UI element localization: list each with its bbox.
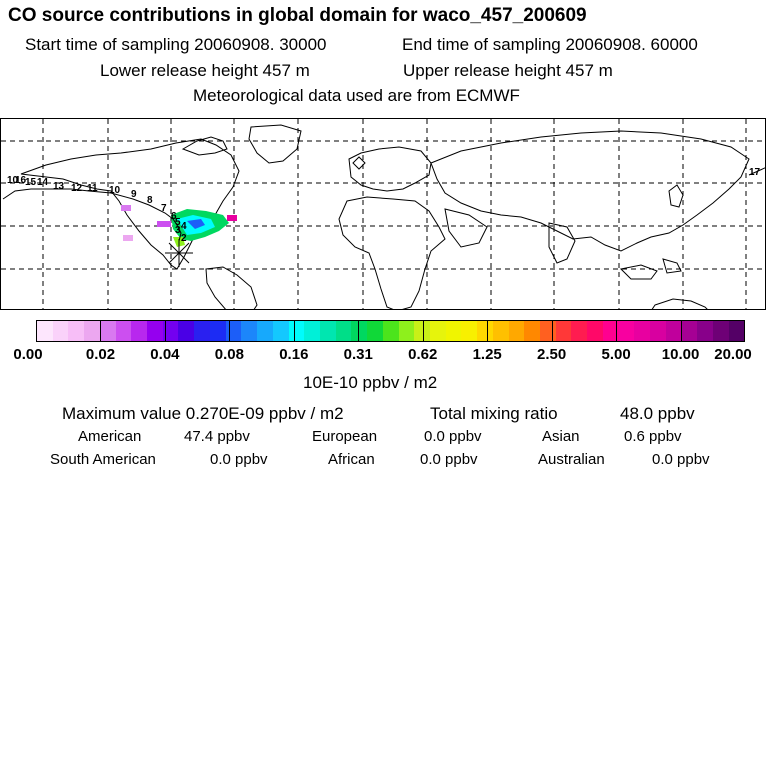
release-point-marker	[165, 239, 193, 267]
traj-label: 4	[181, 221, 187, 232]
colorbar-tick-label: 0.62	[408, 346, 438, 363]
traj-label: 2	[181, 233, 187, 244]
plume-north	[121, 205, 131, 211]
colorbar-tick-label: 0.16	[279, 346, 309, 363]
colorbar-segment	[84, 321, 100, 341]
end-time: End time of sampling 20060908. 60000	[402, 35, 698, 54]
colorbar-segment	[194, 321, 210, 341]
region-value: 0.0 ppbv	[424, 428, 482, 445]
traj-label: 3	[175, 225, 181, 236]
colorbar-divider	[552, 320, 553, 342]
colorbar-segment	[446, 321, 462, 341]
colorbar-segment	[477, 321, 493, 341]
colorbar-segment	[320, 321, 336, 341]
colorbar-segment	[540, 321, 556, 341]
colorbar-segment	[273, 321, 289, 341]
traj-label: 14	[37, 177, 49, 188]
colorbar-tick-label: 0.00	[13, 346, 43, 363]
region-name: African	[328, 451, 375, 468]
colorbar-segment	[509, 321, 525, 341]
traj-label: 6	[171, 211, 177, 222]
colorbar-segment	[257, 321, 273, 341]
colorbar	[36, 320, 745, 342]
colorbar-segment	[430, 321, 446, 341]
start-time: Start time of sampling 20060908. 30000	[25, 35, 327, 54]
coastlines	[21, 125, 749, 310]
traj-label: 12	[71, 183, 83, 194]
colorbar-segment	[571, 321, 587, 341]
traj-label: 7	[161, 203, 167, 214]
colorbar-tick-label: 0.02	[85, 346, 116, 363]
colorbar-tick-label: 0.04	[150, 346, 180, 363]
colorbar-segment	[178, 321, 194, 341]
colorbar-segment	[697, 321, 713, 341]
lower-release-height: Lower release height 457 m	[100, 61, 310, 80]
colorbar-segment	[383, 321, 399, 341]
colorbar-segment	[131, 321, 147, 341]
colorbar-divider	[616, 320, 617, 342]
traj-label: 16	[15, 175, 27, 186]
plot-title: CO source contributions in global domain for waco_457_200609	[8, 5, 587, 26]
colorbar-tick-label: 2.50	[537, 346, 567, 363]
colorbar-segment	[68, 321, 84, 341]
colorbar-divider	[100, 320, 101, 342]
colorbar-tick-label: 5.00	[601, 346, 631, 363]
colorbar-segment	[241, 321, 257, 341]
traj-label: 17	[749, 167, 761, 178]
colorbar-segment	[399, 321, 415, 341]
plume-east	[227, 215, 237, 221]
colorbar-divider	[423, 320, 424, 342]
region-value: 47.4 ppbv	[184, 428, 250, 445]
world-map	[0, 118, 766, 310]
colorbar-segment	[37, 321, 53, 341]
colorbar-units: 10E-10 ppbv / m2	[303, 373, 438, 392]
region-value: 0.0 ppbv	[652, 451, 710, 468]
colorbar-segment	[367, 321, 383, 341]
colorbar-tick-label: 0.08	[214, 346, 244, 363]
colorbar-tick-label: 1.25	[472, 346, 502, 363]
plume-south	[123, 235, 133, 241]
colorbar-segment	[634, 321, 650, 341]
colorbar-segment	[713, 321, 729, 341]
colorbar-segment	[493, 321, 509, 341]
region-name: South American	[50, 451, 156, 468]
colorbar-divider	[165, 320, 166, 342]
colorbar-tick-label: 20.00	[714, 346, 752, 363]
colorbar-segment	[650, 321, 666, 341]
colorbar-divider	[294, 320, 295, 342]
colorbar-segment	[210, 321, 226, 341]
region-value: 0.6 ppbv	[624, 428, 682, 445]
region-value: 0.0 ppbv	[210, 451, 268, 468]
colorbar-segment	[619, 321, 635, 341]
met-data-source: Meteorological data used are from ECMWF	[193, 86, 520, 105]
colorbar-tick-label: 0.31	[343, 346, 373, 363]
colorbar-segment	[666, 321, 682, 341]
total-mixing-value: 48.0 ppbv	[620, 404, 695, 423]
region-name: American	[78, 428, 142, 445]
colorbar-divider	[681, 320, 682, 342]
traj-label: 10	[109, 185, 121, 196]
region-value: 0.0 ppbv	[420, 451, 478, 468]
back-trajectory	[3, 189, 181, 241]
colorbar-segment	[524, 321, 540, 341]
colorbar-segment	[226, 321, 242, 341]
traj-label: 9	[131, 189, 137, 200]
colorbar-segment	[116, 321, 132, 341]
colorbar-segment	[53, 321, 69, 341]
map-canvas	[1, 119, 766, 310]
traj-label: 15	[25, 177, 37, 188]
traj-label: 11	[87, 183, 98, 194]
colorbar-segment	[681, 321, 697, 341]
colorbar-divider	[358, 320, 359, 342]
graticule	[1, 119, 766, 310]
traj-label: 5	[175, 217, 181, 228]
region-name: Australian	[538, 451, 605, 468]
colorbar-segment	[461, 321, 477, 341]
colorbar-segment	[304, 321, 320, 341]
max-value: Maximum value 0.270E-09 ppbv / m2	[62, 404, 344, 423]
colorbar-tick-label: 10.00	[661, 346, 700, 363]
traj-label: 10	[7, 175, 19, 186]
plume-west	[157, 221, 171, 227]
colorbar-segment	[556, 321, 572, 341]
colorbar-segment	[336, 321, 352, 341]
total-mixing-label: Total mixing ratio	[430, 404, 558, 423]
traj-label: 8	[147, 195, 153, 206]
upper-release-height: Upper release height 457 m	[403, 61, 613, 80]
colorbar-segment	[587, 321, 603, 341]
region-name: Asian	[542, 428, 580, 445]
colorbar-segment	[100, 321, 116, 341]
traj-label: 13	[53, 181, 65, 192]
colorbar-divider	[229, 320, 230, 342]
region-name: European	[312, 428, 378, 445]
colorbar-segment	[147, 321, 163, 341]
colorbar-divider	[487, 320, 488, 342]
colorbar-segment	[289, 321, 305, 341]
colorbar-segment	[729, 321, 745, 341]
